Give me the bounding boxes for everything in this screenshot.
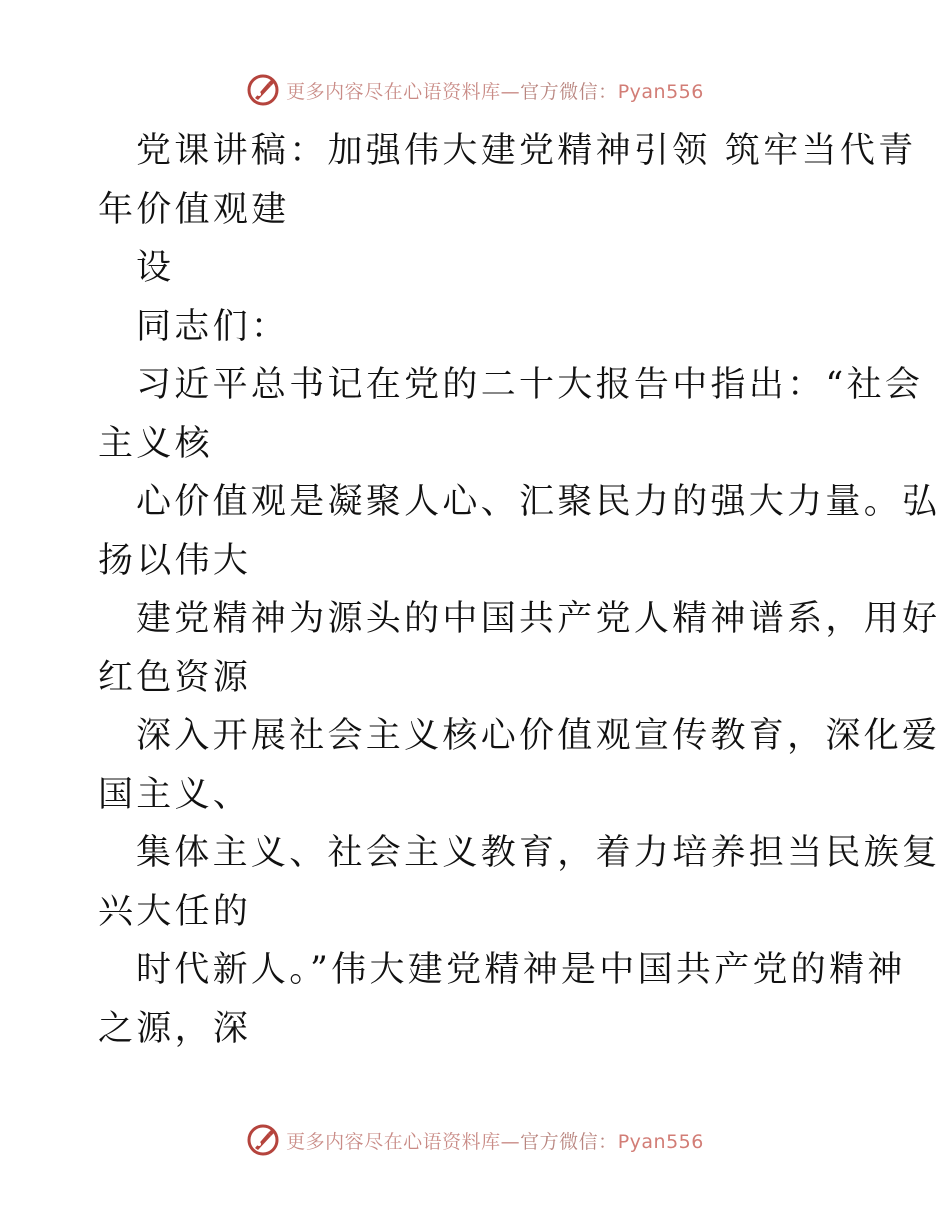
watermark-id: Pyan556	[617, 1130, 704, 1153]
text-line: 之源，深	[98, 1008, 252, 1049]
text-line: 兴大任的	[98, 891, 252, 932]
text-line: 主义核	[98, 423, 213, 464]
watermark-main: 更多内容尽在心语资料库	[286, 1130, 501, 1153]
text-line: 党课讲稿：加强伟大建党精神引领 筑牢当代青	[136, 131, 917, 171]
document-body	[98, 122, 941, 1058]
watermark-id: Pyan556	[617, 80, 704, 103]
text-line: 设	[136, 248, 175, 288]
text-line: 心价值观是凝聚人心、汇聚民力的强大力量。弘	[136, 482, 941, 522]
text-line: 建党精神为源头的中国共产党人精神谱系，用好	[136, 599, 941, 639]
text-line: 红色资源	[98, 657, 252, 698]
watermark-text	[286, 77, 704, 104]
watermark-separator: —	[500, 80, 521, 103]
watermark-group	[246, 73, 704, 107]
text-line: 同志们：	[136, 306, 290, 347]
watermark-label: 官方微信：	[520, 1130, 618, 1153]
pen-logo-icon	[246, 1123, 280, 1157]
text-line: 习近平总书记在党的二十大报告中指出：“社会	[136, 365, 924, 405]
text-line: 扬以伟大	[98, 540, 252, 581]
pen-logo-icon	[246, 73, 280, 107]
footer-watermark	[0, 1120, 950, 1160]
text-line: 时代新人。”伟大建党精神是中国共产党的精神	[136, 950, 906, 990]
watermark-main: 更多内容尽在心语资料库	[286, 80, 501, 103]
watermark-label: 官方微信：	[520, 80, 618, 103]
text-line: 深入开展社会主义核心价值观宣传教育，深化爱	[136, 716, 941, 756]
text-line: 年价值观建	[98, 189, 290, 230]
text-line: 集体主义、社会主义教育，着力培养担当民族复	[136, 833, 941, 873]
watermark-group	[246, 1123, 704, 1157]
text-line: 国主义、	[98, 774, 252, 815]
header-watermark	[0, 70, 950, 110]
watermark-separator: —	[500, 1130, 521, 1153]
watermark-text	[286, 1127, 704, 1154]
